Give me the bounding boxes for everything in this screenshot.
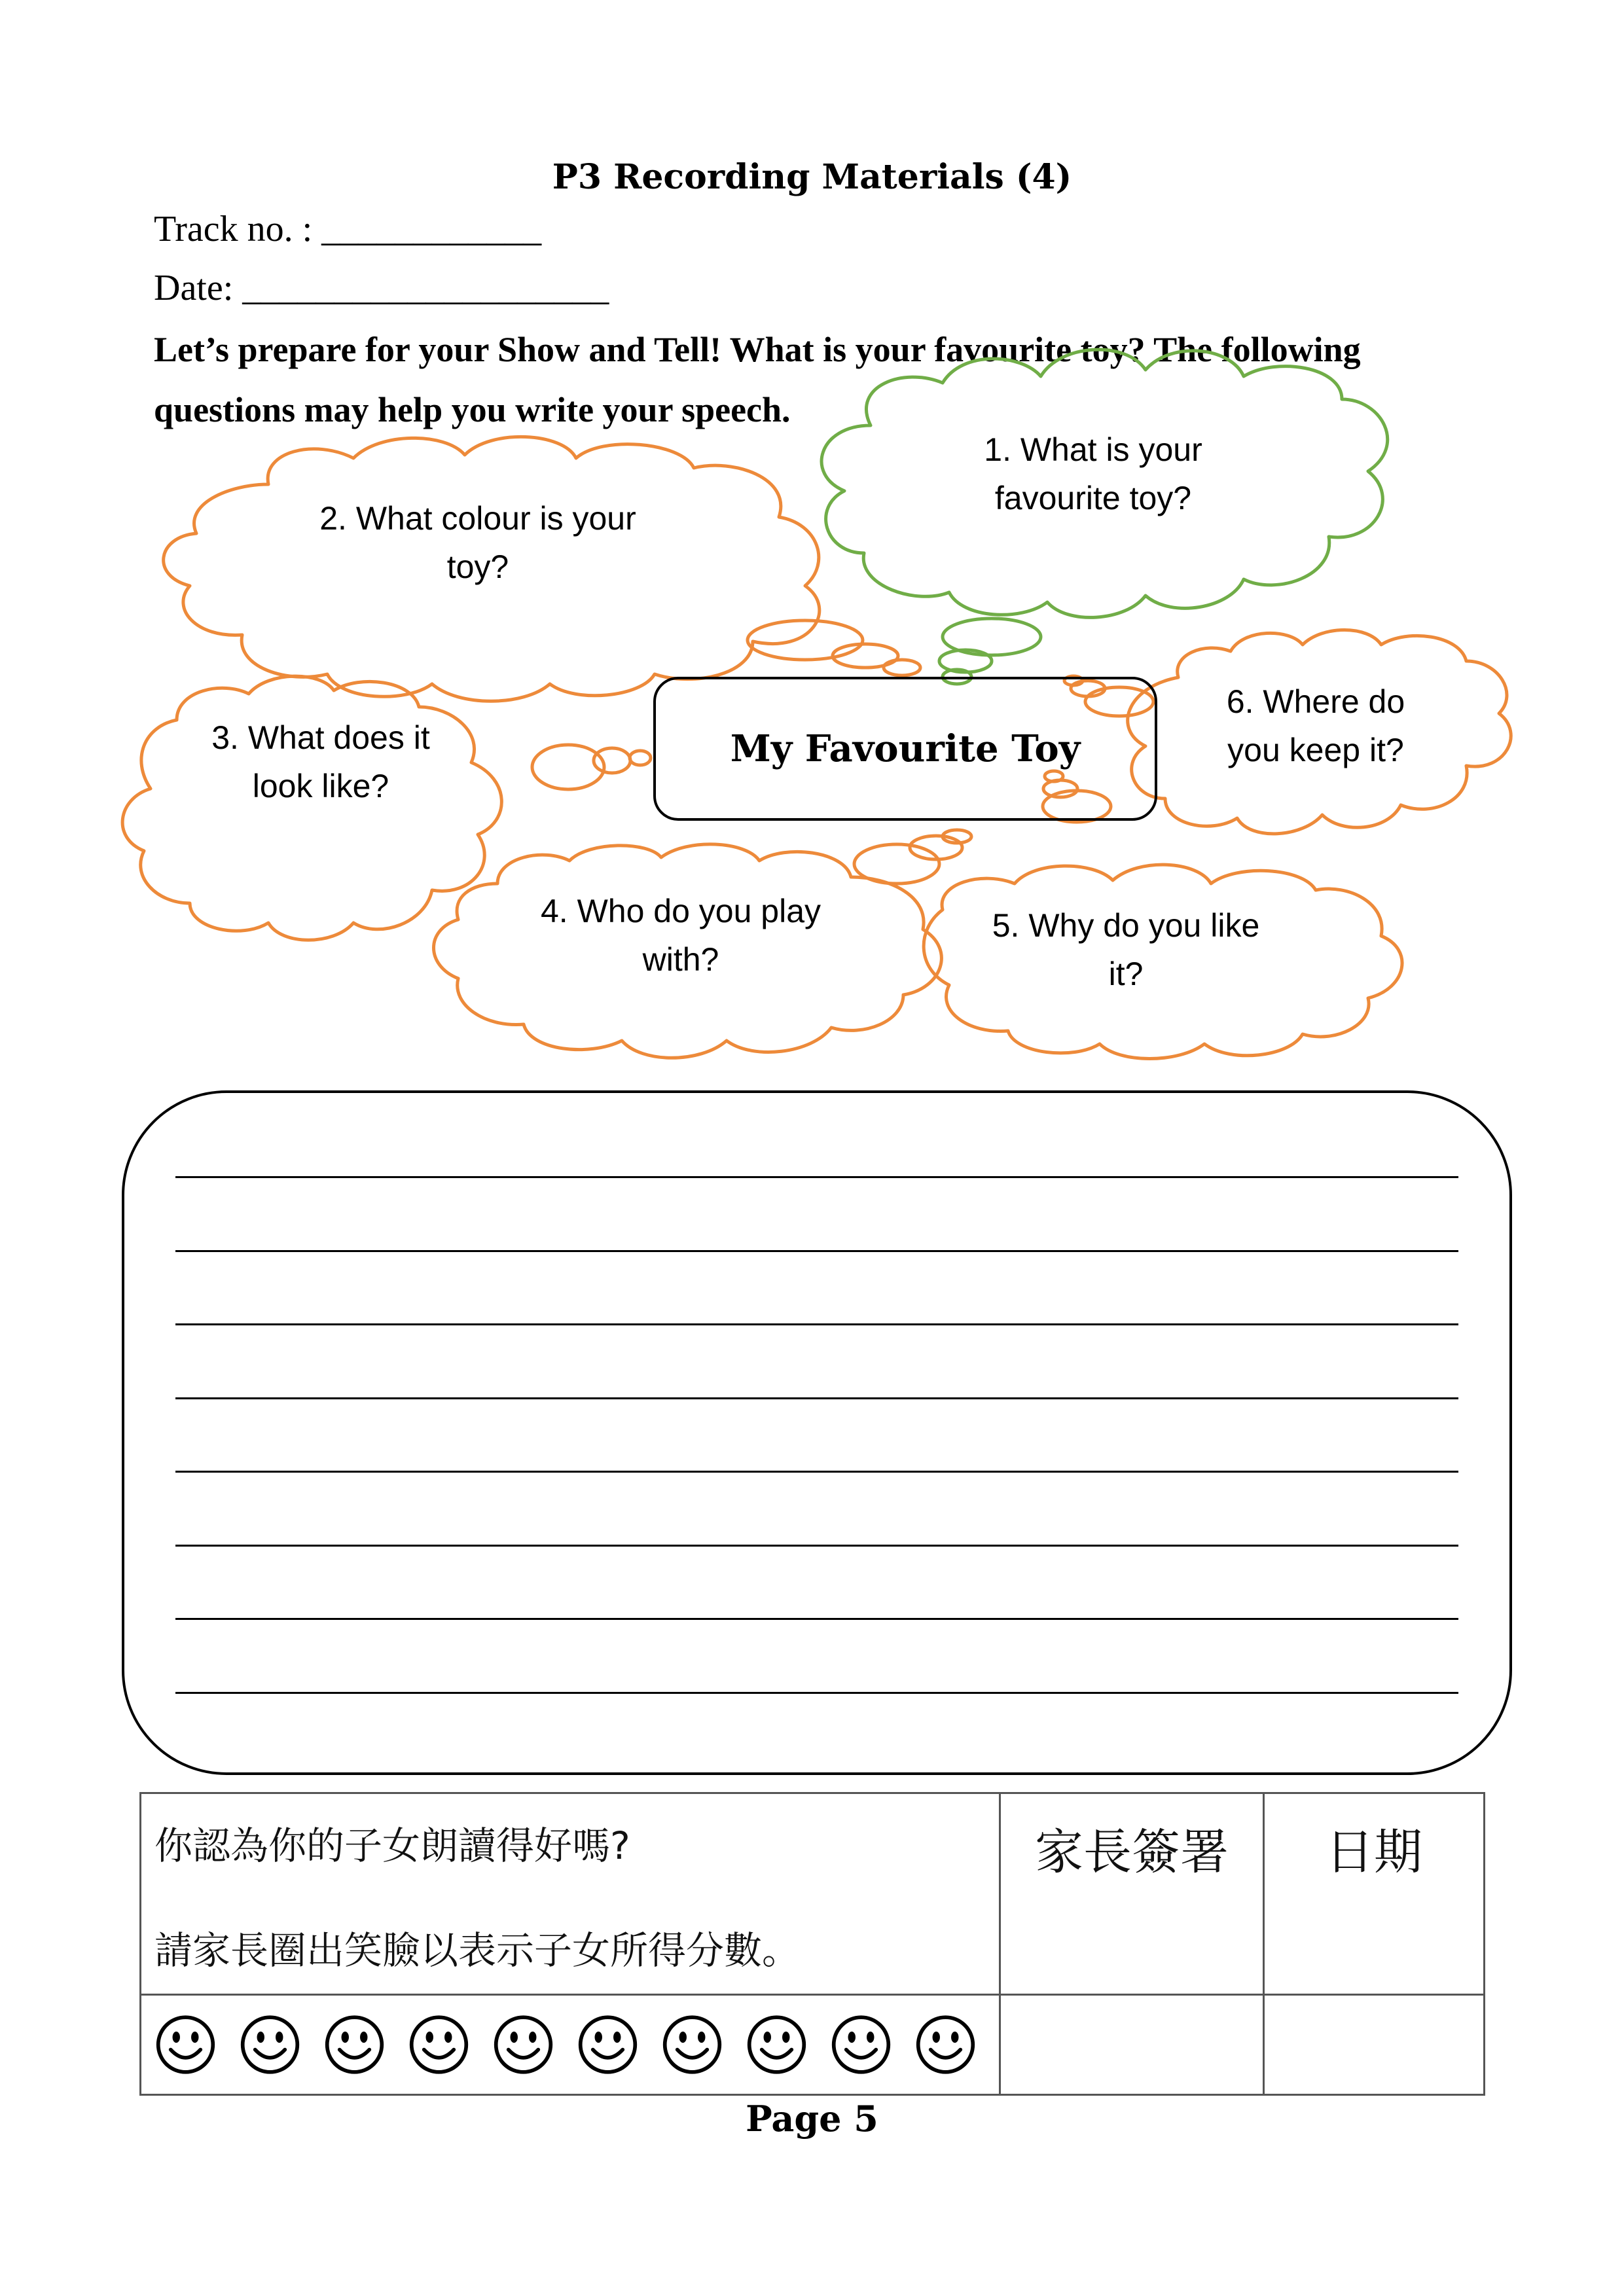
bubble-2-line1: 2. What colour is your xyxy=(319,500,636,537)
smiley-icon[interactable] xyxy=(323,2013,386,2076)
smiley-icon[interactable] xyxy=(154,2013,217,2076)
signature-header: 家長簽署 xyxy=(1000,1793,1264,1995)
bubble-4-line2: with? xyxy=(642,941,719,978)
writing-line[interactable] xyxy=(175,1545,1458,1547)
parent-feedback-table xyxy=(139,1792,1485,2096)
bubble-6-line1: 6. Where do xyxy=(1226,683,1405,720)
smiley-cell xyxy=(141,1995,1000,2095)
writing-line[interactable] xyxy=(175,1471,1458,1473)
smiley-icon[interactable] xyxy=(914,2013,977,2076)
parent-instruction: 請家長圈出笑臉以表示子女所得分數。 xyxy=(154,1928,801,1973)
parent-question: 你認為你的子女朗讀得好嗎? xyxy=(154,1823,630,1868)
page-number: Page 5 xyxy=(746,2098,878,2140)
question-cell xyxy=(141,1793,1000,1995)
bubble-1-line1: 1. What is your xyxy=(984,431,1202,468)
writing-line[interactable] xyxy=(175,1250,1458,1252)
bubble-2-text xyxy=(281,494,674,591)
smiley-icon[interactable] xyxy=(577,2013,639,2076)
smiley-icon[interactable] xyxy=(830,2013,892,2076)
date-field[interactable]: Date: ____________________ xyxy=(154,268,609,308)
instruction-line-2: questions may help you write your speech. xyxy=(154,390,791,429)
writing-line[interactable] xyxy=(175,1323,1458,1325)
bubble-5-line1: 5. Why do you like xyxy=(992,907,1260,944)
instruction-line-1: Let’s prepare for your Show and Tell! What is your favourite toy? The following xyxy=(154,330,1361,369)
center-topic-box xyxy=(653,677,1157,821)
track-number-field[interactable]: Track no. : ____________ xyxy=(154,209,542,249)
signature-field[interactable] xyxy=(1000,1995,1264,2095)
smiley-icon[interactable] xyxy=(408,2013,470,2076)
bubble-1-line2: favourite toy? xyxy=(994,480,1192,516)
bubble-4-text xyxy=(511,887,851,984)
bubble-3-line1: 3. What does it xyxy=(211,719,430,756)
bubble-4-line1: 4. Who do you play xyxy=(540,893,821,929)
signature-date-field[interactable] xyxy=(1264,1995,1485,2095)
bubble-1-text xyxy=(936,425,1250,522)
bubble-5-text xyxy=(969,901,1283,998)
smiley-icon[interactable] xyxy=(239,2013,301,2076)
writing-line[interactable] xyxy=(175,1618,1458,1620)
bubble-5-line2: it? xyxy=(1108,956,1144,992)
smiley-rating-row xyxy=(141,1996,999,2094)
smiley-icon[interactable] xyxy=(746,2013,808,2076)
smiley-icon[interactable] xyxy=(492,2013,554,2076)
bubble-6-text xyxy=(1178,677,1453,774)
bubble-3-line2: look like? xyxy=(252,768,389,804)
smiley-icon[interactable] xyxy=(661,2013,723,2076)
writing-area[interactable] xyxy=(122,1090,1512,1775)
date-header: 日期 xyxy=(1264,1793,1485,1995)
center-topic-label: My Favourite Toy xyxy=(730,727,1081,770)
page-title: P3 Recording Materials (4) xyxy=(552,157,1072,197)
bubble-2-line2: toy? xyxy=(446,548,509,585)
bubble-3-text xyxy=(170,713,471,810)
writing-line[interactable] xyxy=(175,1692,1458,1694)
bubble-6-line2: you keep it? xyxy=(1227,732,1404,768)
writing-line[interactable] xyxy=(175,1176,1458,1178)
writing-line[interactable] xyxy=(175,1397,1458,1399)
